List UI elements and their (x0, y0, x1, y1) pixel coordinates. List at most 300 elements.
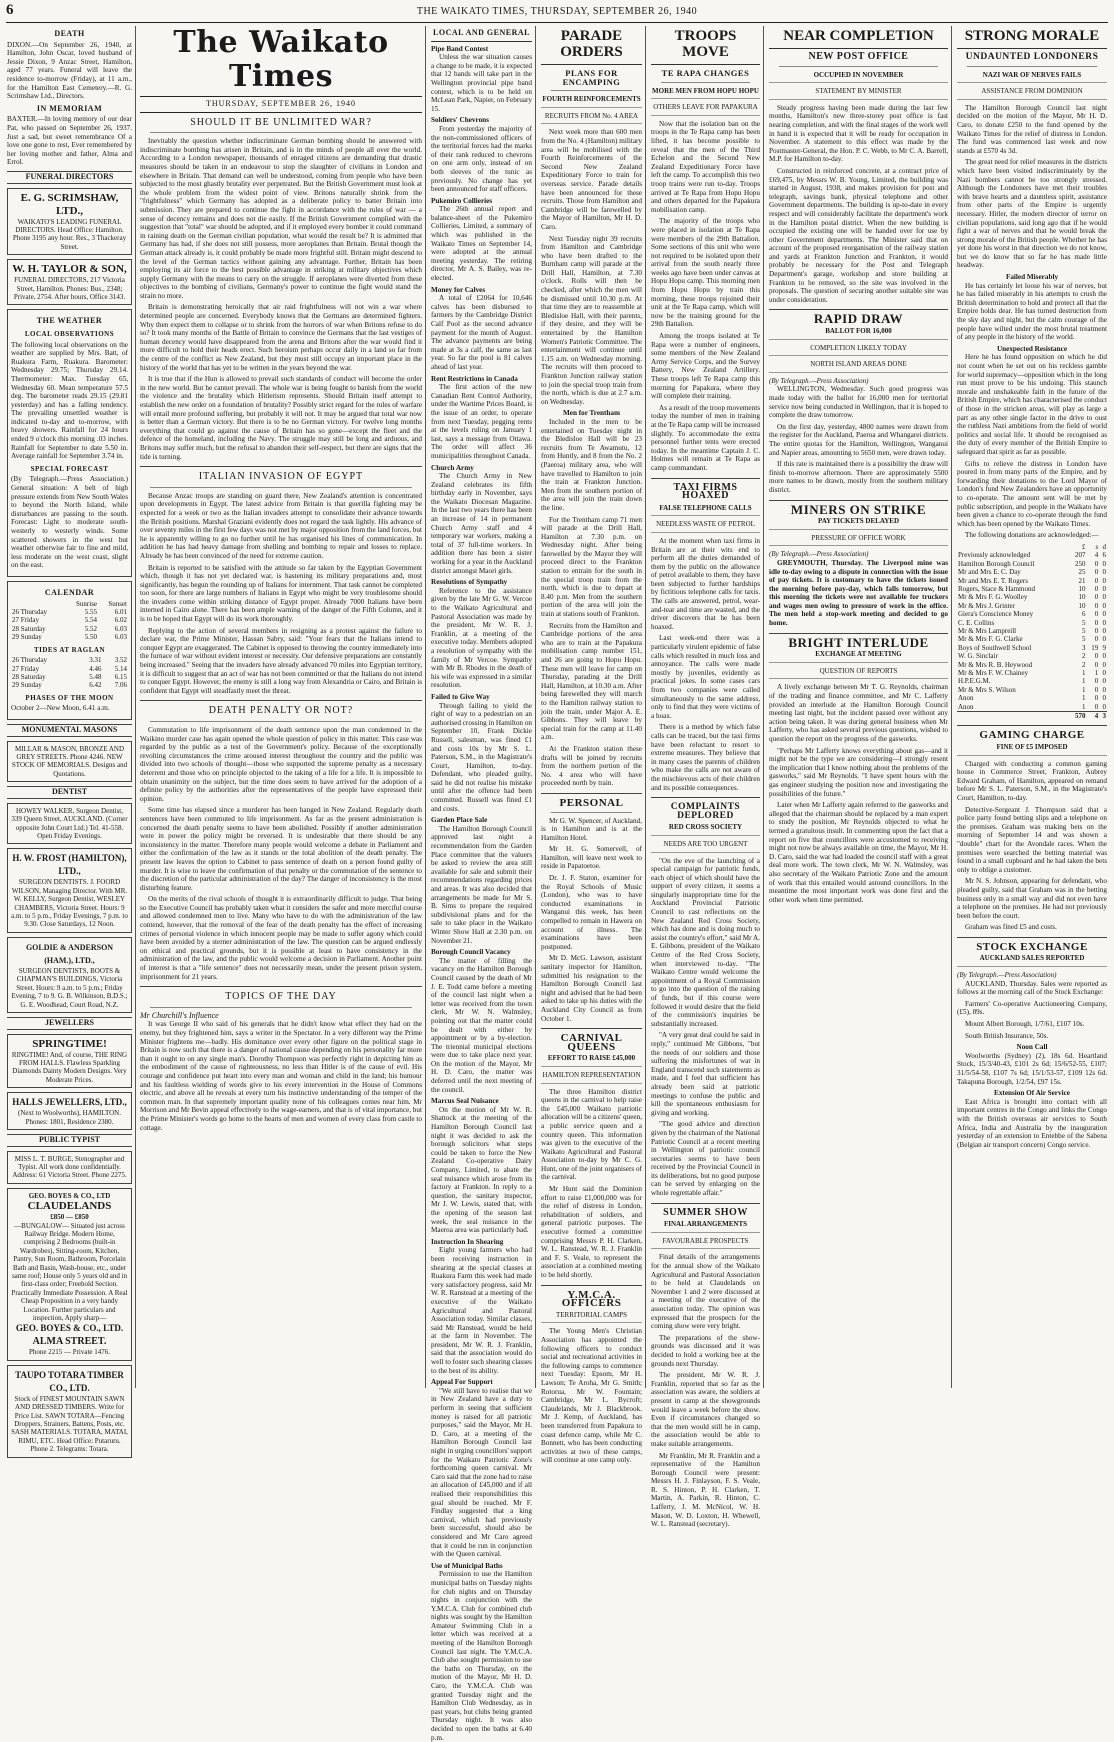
text-block: 10 (1078, 601, 1086, 610)
text-block: Hamilton Borough Council (958, 559, 1035, 568)
text-block: 10 (1078, 584, 1086, 593)
monumental-ad: MILLAR & MASON, BRONZE AND GREY STREETS. Phone 4246. NEW STOCK OF MEMORIALS. Designs and Quotations. (7, 741, 132, 783)
text-block: Failed to Give Way (431, 692, 490, 701)
headline-bright-interlude: BRIGHT INTERLUDE (788, 634, 929, 650)
text-block: 2 (1081, 660, 1086, 669)
headline-parade-orders: PARADE ORDERS (541, 28, 642, 65)
text-block: 1 (1081, 677, 1086, 686)
headline-carnival-queens: CARNIVAL QUEENS (560, 1032, 623, 1053)
editorial-paragraph: It is true that if the Hun is allowed to prevail such standards of conduct will become the order in the new world. But he cannot prevail. The whole war is being fought to banish from the world the violence and the brutality which Hitlerism represents. Should Britain itself attempt to establish the new order on a foundation of brutality? Possibly strict regard for the rules of warfare will entail more profound suffering, but probably it will not. It may be argued that total war now is better than a German victory. But there is to be no German victory. For twelve long months everything that could go against the cause of Britain has so gone—except the fleet and the defence of the homeland, including the Navy. The struggle may still be long and arduous, and Britons may suffer much, but the refusal to abandon their self-respect, but there are signs that the tide is turning. (140, 375, 422, 461)
text-block: Sunset (108, 599, 127, 608)
text-block: Phone 2215 — Private 1476. (28, 1348, 111, 1357)
text-block: 5.14 (114, 664, 127, 673)
text-block: 0 (1094, 626, 1099, 635)
text-block: 3 (1102, 712, 1106, 720)
divider (150, 487, 412, 488)
dentist-ad-walker: HOWEY WALKER, Surgeon Dentist, 339 Queen Street, AUCKLAND. (Corner opposite John Court Ltd.) Tel. 41-558. Open Friday Evenings. (7, 803, 132, 845)
news-item: On the motion of Mr W. R. Shattock at the meeting of the Hamilton Borough Council last night it was decided to ask the borough solicitors what steps could be taken to force the New Zealand Co-operative Dairy Company, Limited, to abate the seal nuisance which arose from its factory at Frankton. In reply to a question, the sanitary inspector, Mr J. W. Lewis, stated that, with the opening of the season last week, the seal nuisance in the Maeroa area was particularly bad. (431, 1105, 532, 1235)
forecast-text: (By Telegraph.—Press Association.) General situation: A belt of high pressure extends from New South Wales to beyond the North Island, while disturbances are passing to the south. Forecast: Light to moderate south-westerly to westerly winds. Some scattered showers in the west but weather otherwise fair to fine and mild, less moderate on the west coast, slight on the east. (11, 475, 128, 570)
text-block: 0 (1102, 685, 1106, 694)
text-block: 0 (1102, 660, 1106, 669)
jeweller-ad-springtime (7, 1034, 132, 1089)
text-block: (By Telegraph.—Press Association) (957, 971, 1057, 980)
text-block: MORE MEN FROM HOPU HOPU (651, 87, 760, 100)
text-block: 7.06 (114, 681, 127, 690)
text-block: Mr H. G. Somervell, of Hamilton, will leave next week to reside in Papatoetoe. (541, 845, 642, 871)
table-row (957, 661, 1107, 669)
text-block: Detective-Sergeant J. Thompson said that a police party found betting slips and a telephone on the premises. Graham was making bets on the morning of September 14 and was shown a "double" chart for the Avondale races. When the premises were searched the betting material was found in a small cupboard and he had taken the bets only to oblige a customer. (957, 805, 1107, 874)
text-block: 0 (1094, 568, 1099, 577)
table-row (957, 551, 1107, 559)
text-block: TAUPO TOTARA TIMBER CO., LTD. (15, 1369, 124, 1393)
headline-complaints: COMPLAINTS DEPLORED (670, 802, 741, 821)
text-block: FALSE TELEPHONE CALLS (651, 504, 760, 517)
text-block: 1 (1094, 668, 1099, 677)
text-block: "A very great deal could be said in reply," continued Mr Gibbons, "but the needs of our soldiers and those suffering the misfortunes of war in England transcend such statements as made, and I feel that sufficient has already been said at patriotic meetings to confuse the public and kill the spontaneous enthusiasm for giving and working. (651, 1031, 760, 1117)
text-block: 0 (1094, 702, 1099, 711)
text-block: Resolutions of Sympathy (431, 578, 508, 587)
editorial-paragraph: Replying to the action of several members in resigning as a protest against the failure to declare war, the Prime Minister, Hassan Sabry, said: "Your fears that the Italians intend to conquer Egypt are exaggerated. The Cabinet is opposed to throwing the country immediately into the furnace of war without evident interest or necessity. Our defensive preparations are constantly being increased." Seeing that the invaders have already advanced 70 miles into Egyptian territory, it is difficult to suggest that an act of war has not been committed or that the Italians do not intend to conquer Egypt. However, the enemy is still a long way from Alexandria or Cairo, and Britain is confident that Egypt will steadfastly meet the threat. (140, 626, 422, 695)
table-row (957, 694, 1107, 702)
text-block: SURGEON DENTISTS. J. FOORD WILSON, Managing Director. With MR. W. KELLY, Surgeon Dentist, WESLEY CHAMBERS, Victoria Street. Hours: 9 a.m. to 5 p.m., Friday Evenings, 7 p.m. to 9.30. Close Saturdays, 12 Noon. (11, 878, 128, 929)
text-block: EXCHANGE AT MEETING (769, 650, 948, 663)
text-block: Farmers' Co-operative Auctioneering Company, (£5), 89s. (957, 999, 1107, 1017)
table-row (11, 681, 128, 689)
text-block: 6.01 (114, 607, 127, 616)
text-block: The majority of the troops who were placed in isolation at Te Rapa were members of the 29th Battalion. Some sections of this unit who were not required to be isolated upon their arrival from the south nearly three weeks ago have been under canvas at Hopu Hopu camp. This morning men from Hopu Hopu by train this morning, these troops rejoined their unit at the Te Rapa camp, which will now be the training ground for the 29th Battalion. (651, 217, 760, 329)
text-block: Charged with conducting a common gaming house in Commerce Street, Frankton, Aubrey Edward Graham, of Hamilton, appeared on remand before Mr S. L. Paterson, S.M., in the Magistrate's Court, Hamilton, to-day. (957, 759, 1107, 802)
divider (651, 797, 760, 798)
news-item: Eight young farmers who had been receiving instruction in shearing at the special classes at Ruakura Farm this week had made very satisfactory progress, said Mr W. R. Ranstead at a meeting of the executive of the Waikato Agricultural and Pastoral Association today. Similar classes, said Mr Ranstead, would be held at the farm in November. The president, Mr W. R. J. Franklin, said that the association would do well to foster such shearing classes to the best of its ability. (431, 1246, 532, 1375)
divider (769, 309, 948, 310)
text-block: WELLINGTON, Wednesday. Such good progress was made today with the ballot for 16,000 men for territorial service now being conducted in Wellington, that it is hoped to complete the draw tomorrow. (769, 385, 948, 420)
table-row (957, 610, 1107, 618)
text-block: 207 (1074, 551, 1086, 560)
text-block: W. H. TAYLOR & SON, (12, 263, 127, 276)
moon-text: October 2—New Moon, 6.41 a.m. (11, 704, 110, 713)
table-row (957, 669, 1107, 677)
editorial-paragraph: Because Anzac troops are standing on guard there, New Zealand's attention is concentrated upon developments in Egypt. The latest advice from Britain is that guerilla fighting may be expected for a week or two as the Italian invaders attempt to consolidate their advance towards the British positions. Marshal Graziani evidently does not regard the task lightly. His advance of over seventy miles in the first few days was not met by major opposition from the land forces, but he is apparently willing to go no further until he has organised his lines of communication. In addition he has had heavy damage from shelling and bombing to repair and losses to replace. Already he has been convinced of the need for extreme caution. (140, 491, 422, 560)
text-block: NEW POST OFFICE (808, 51, 909, 62)
text-block: At the moment when taxi firms in Britain are at their wits end to perform all the duties demanded of them by the public on the allowance of petrol available to them, they have been subjected to further hardships by fictitious telephone calls for taxis. The calls are answered, petrol, wear-and-tear and time are wasted, and the driver discovers that he has been hoaxed. (651, 536, 760, 631)
text-block: 5 (1081, 626, 1086, 635)
text-block: JEWELLERS (7, 1017, 132, 1030)
divider (957, 937, 1107, 938)
divider (779, 66, 938, 67)
text-block: Garden Place Sale (431, 816, 488, 825)
column-editorial (137, 26, 426, 1388)
text-block: FINE OF £5 IMPOSED (957, 743, 1107, 756)
text-block: 570 (1074, 712, 1086, 720)
divider (150, 721, 412, 722)
headline-near-completion: NEAR COMPLETION (769, 28, 948, 49)
text-block: 0 (1102, 559, 1106, 568)
text-block: OCCUPIED IN NOVEMBER (769, 71, 948, 84)
text-block: 0 (1102, 610, 1106, 619)
news-item: "We still have to realise that we in New Zealand have a duty to perform in seeing that sufficient money is raised for all patriotic purposes," said the Mayor, Mr H. D. Caro, at a meeting of the Hamilton Borough Council last night in urging councillors' support for the Waikato Patriotic Zone's forthcoming queen carnival. Mr Caro said that the zone had to raise an allocation of £45,000 and if all realised their responsibilities this goal should be reached. Mr F. Findlay suggested that a king carnival, which had previously been successful, should also be considered and Mr Caro agreed that it could be run in conjunction with the Queen carnival. (431, 1386, 532, 1559)
text-block: 5.52 (84, 624, 98, 633)
text-block: PRESSURE OF OFFICE WORK (769, 534, 948, 547)
text-block: 19 (1091, 643, 1099, 652)
text-block: Use of Municipal Baths (431, 1561, 503, 1570)
text-block: The Hamilton Borough Council last night decided on the motion of the Mayor, Mr H. D. Caro, to donate £250 to the fund opened by the Waikato Times for the relief of distress in London. The fund was commenced last week and now stands at £570 4s 3d. (957, 103, 1107, 155)
text-block: Church Army (431, 463, 474, 472)
text-block: 28 Saturday (12, 673, 46, 681)
table-row (957, 593, 1107, 601)
text-block: Mr and Mrs E. T. Rogers (958, 576, 1028, 585)
text-block: Pukemiro Collieries (431, 196, 493, 205)
table-row (11, 633, 128, 641)
headline-taxi-firms: TAXI FIRMS HOAXED (673, 481, 738, 502)
divider (541, 1028, 642, 1029)
table-row (957, 644, 1107, 652)
text-block: Previously acknowledged (958, 551, 1031, 560)
text-block: 0 (1102, 668, 1106, 677)
text-block: 6 (1081, 610, 1086, 619)
text-block: FOURTH REINFORCEMENTS (541, 95, 642, 108)
text-block: Mr & Mrs S. Wilson (958, 685, 1016, 694)
page-header (6, 4, 1108, 23)
text-block: Anon (958, 694, 974, 703)
text-block: EFFORT TO RAISE £45,000 (541, 1054, 642, 1067)
divider (651, 1203, 760, 1204)
column-local-general (428, 26, 536, 1742)
text-block: 0 (1094, 635, 1099, 644)
headline-ymca: Y.M.C.A. OFFICERS (561, 1288, 622, 1310)
table-row (11, 625, 128, 633)
text-block: The president, Mr W. R. J. Franklin, reported that so far as the association was aware, the soldiers at present in camp at the showgrounds would leave a week before the show. Even if circumstances changed so that the men would still be in camp, the association would be able to make suitable arrangements. (651, 1371, 760, 1448)
text-block: UNDAUNTED LONDONERS (965, 52, 1099, 62)
text-block: HALLS JEWELLERS, LTD., (12, 1097, 127, 1108)
funeral-heading: FUNERAL DIRECTORS (7, 171, 132, 184)
editorial-paragraph: Britain is demonstrating heroically that air raid frightfulness will not win a war where determined people are concerned. Everybody knows that the Germans are determined fighters. Why then expect them to collapse or to shrink from the horrors of war when Britons refuse to do so? It took many months of the Battle of Britain to convince the Germans that the last vestiges of human decency would have disappeared from the arena and Britons after the war would find it more difficult to hold their heads erect. Such heroism perhaps occur daily in a land so far from the centre of the conflict as New Zealand, but they must still occupy an important place in the history of the world that has yet to be written in the years beyond the war. (140, 303, 422, 372)
text-block: GOLDIE & ANDERSON (HAM.), LTD., (25, 942, 114, 965)
text-block: ALMA STREET. (32, 1336, 107, 1348)
divider (541, 793, 642, 794)
table-row (957, 703, 1107, 712)
text-block: SURGEON DENTISTS, BOOTS & CHAPMAN'S BUILDINGS, Victoria Street. Hours: 9 a.m. to 5 p.m.; Friday Evening, 7 to 9. G. B. Wilkinson, B.D.S.; G. E. Woodhead, Court Road, N.Z. (11, 966, 128, 1009)
news-item: Unless the war situation causes a change to be made, it is expected that 12 bands will take part in the Wellington provincial pipe band contest, which is to be held on McLean Park, Napier, on February 15. (431, 53, 532, 113)
memoriam-notice: BAXTER.—In loving memory of our dear Pat, who passed on September 26, 1937. Just a sad, but sweet remembrance Of a love one gone to rest, Ever remembered by her loving mother and father, Alma and Errol. (7, 115, 132, 167)
calendar-table (11, 600, 128, 642)
text-block: SPRINGTIME! (32, 1037, 107, 1050)
text-block: PUBLIC TYPIST (7, 1134, 132, 1147)
text-block: NEEDLESS WASTE OF PETROL (651, 520, 760, 533)
newspaper-masthead: The Waikato Times (140, 26, 422, 97)
text-block: 0 (1102, 626, 1106, 635)
text-block: 5.54 (84, 616, 98, 625)
table-row (957, 602, 1107, 610)
divider (150, 132, 412, 133)
text-block: 5.55 (84, 607, 98, 616)
column-near-completion (766, 26, 952, 1388)
table-row (957, 635, 1107, 643)
jeweller-ad-halls (7, 1092, 132, 1130)
text-block: Later when Mr Lafferty again referred to the gasworks and alleged that the chairman should be replaced by a man expert to study the position, Mr Reynolds objected to what he termed a gratuitous insult. In commenting upon the fact that a report on five that councillors were accustomed to receiving might not now be always available on time, the Mayor, Mr H. D. Caro, said the war had loaded the council staff with a great deal more work. The town clerk, Mr W. N. Walmsley, was also secretary of the Waikato Patriotic Zone and the amount of work that this entailed would astound councillors. In the meantime the most important work was done first and the other work when time permitted. (769, 801, 948, 904)
boyes-property-ad (7, 1188, 132, 1361)
text-block: RED CROSS SOCIETY (651, 823, 760, 836)
text-block: 0 (1102, 618, 1106, 627)
editorial-title-egypt: ITALIAN INVASION OF EGYPT (198, 471, 364, 483)
editorial-paragraph: Commutation to life imprisonment of the death sentence upon the man condemned in the Waikino murder case has again opened the whole question of policy in this matter. This case was regarded by the public as a test of the Government's policy. Because of the exceptionally revolting circumstances the crime aroused interest throughout the country and the public was divided into two schools of thought—those who supported the supreme penalty as a necessary deterrent and those who on principle objected to the taking of a life for a life. It is impossible to obtain unanimity on the subject, but the time does seem to have arrived for the adoption of a definite policy by the authorities after the representatives of the people have expressed their opinion. (140, 726, 422, 803)
column-parade-orders (538, 26, 646, 1465)
text-block: Failed Miserably (1005, 273, 1059, 282)
text-block: Money for Calves (431, 285, 486, 294)
table-row (957, 652, 1107, 660)
text-block: Mr Franklin, Mr R. Franklin and a representative of the Hamilton Borough Council were present: Messrs H. J. Finlayson, F. S. Veale, R. S. Hinton, P. H. Clarken, T. Martin, A. Parkin, R. Hinton, C. Lafferty, J. M. McNicol, W. H. Mason, W. D. Loxton, H. Whewell, W. L. Ranstead (secretary). (651, 1451, 760, 1529)
text-block: 21 (1078, 576, 1086, 585)
weather-box (7, 309, 132, 577)
text-block: (By Telegraph.—Press Association) (769, 376, 869, 385)
text-block: If this rate is maintained there is a possibility the draw will finish to-morrow afternoon. There are approximately 5500 more names to be drawn, mostly from the southern military district. (769, 460, 948, 494)
text-block: A lively exchange between Mr T. G. Reynolds, chairman of the trading and finance committee, and Mr C. Lafferty provided an interlude at the Hamilton Borough Council meeting last night, but the incident passed over without any action being taken. It was during general business when Mr Lafferty, who has asked several previous questions, wished to question the report on the progress of the gasworks. (769, 683, 948, 743)
text-block: Mr D. McG. Lawson, assistant sanitary inspector for Hamilton, submitted his resignation to the Hamilton Borough Council last night and advised that he had been asked to take up his duties with the Auckland City Council as from October 1. (541, 954, 642, 1023)
text-block: The following donations are acknowledged:— (965, 531, 1099, 540)
text-block: CALENDAR (44, 587, 95, 597)
editorial-paragraph: On the merits of the rival schools of thought it is extraordinarily difficult to judge. That being so the Executive Council has probably taken what it considers the safer and more merciful course and allowed condemned men to live. Many who have to do with the administration of the law contend, however, that the removal of the fear of the death penalty has the effect of increasing crimes of personal violence in which innocent people may be made to suffer agony which could have been avoided by a sterner administration of the law. The question can be argued endlessly on ethical and practical grounds, but it is possible at least to have consistency in the administration of the law, and the public would welcome a decision in Parliament. Another point of interest is that a "life sentence" does not necessarily mean, under the present prison system, imprisonment for 21 years. (140, 895, 422, 981)
topics-subheading: Mr Churchill's Influence (140, 1010, 219, 1020)
text-block: Mr & Mrs F. G. Clarke (958, 635, 1023, 644)
headline-stock-exchange: STOCK EXCHANGE (976, 940, 1088, 953)
text-block: There is a method by which false calls can be traced, but the taxi firms have been reluctant to resort to extreme measures. They believe that in many cases the parents of children who make the calls are not aware of the mischievous acts of their children and its possible consequences. (651, 723, 760, 792)
text-block: 0 (1102, 601, 1106, 610)
text-block: PAY TICKETS DELAYED (769, 517, 948, 530)
text-block: STATEMENT BY MINISTER (769, 87, 948, 100)
text-block: 0 (1094, 610, 1099, 619)
text-block: W. G. Sinclair (958, 652, 998, 661)
text-block: 0 (1102, 576, 1106, 585)
text-block: "Perhaps Mr Lafferty knows everything about gas—and it might not be the type we are considering—I strongly resent the implication that I know nothing about the problems of the gasworks," said Mr Reynolds. "I have spent hours with the gas engineer studying the position now and investigating the possibilities of the future." (769, 746, 948, 798)
text-block: 0 (1094, 660, 1099, 669)
text-block: —BUNGALOW— Situated just across Railway Bridge. Modern Home, comprising 2 Bedrooms (built-in Wardrobes), Sitting-room, Kitchen, Pantry, Sun Room, Bathroom, Porcelain Bath and Basin, Wash-house, etc., under same roof; House only 5 years old and in first-class order; Freehold Section. Practically Immediate Possession. A Real Cheap Proposition in a very handy Location. Further particulars and inspection, Apply sharp— (11, 1221, 128, 1323)
table-row (11, 608, 128, 616)
text-block: TERRITORIAL CAMPS (541, 1311, 642, 1324)
text-block: 0 (1102, 677, 1106, 686)
text-block: NEEDS ARE TOO URGENT (651, 840, 760, 853)
text-block: On the first day, yesterday, 4800 names were drawn from the register for the Auckland, Paeroa and Whangarei districts. The entire quotas for the Hamilton, Wellington, Wanganui and Napier areas, amounting to 5650 men, were drawn today. (769, 422, 948, 457)
table-row (957, 585, 1107, 593)
news-item: From yesterday the majority of the non-commissioned officers of the territorial forces had the marks of their rank reduced to chevrons on one arm only, instead of on both sleeves of the tunic as previously. No change has yet been announced for staff officers. (431, 124, 532, 194)
text-block: Stock of FINEST MOUNTAIN SAWN AND DRESSED TIMBERS. Write for Price List. SAWN TOTARA—Fencing Droppers, Strainers, Battens, Posts, etc. SASH MATERIALS. TOTARA, MATAI, RIMU, ETC. Head Office: Putaruru. Phone 2. Telegrams: Totara. (11, 1394, 128, 1454)
text-block: AUCKLAND, Thursday. Sales were reported as follows at the morning call of the Stock Exchange: (957, 979, 1107, 997)
text-block: PHASES OF THE MOON (25, 693, 114, 702)
editorial-title-unlimited-war: SHOULD IT BE UNLIMITED WAR? (190, 116, 372, 128)
timber-ad (7, 1365, 132, 1458)
text-block: Rent Restrictions in Canada (431, 374, 518, 383)
text-block: COMPLETION LIKELY TODAY (769, 344, 948, 357)
text-block: 3.31 (89, 656, 102, 665)
divider (140, 986, 422, 987)
text-block: Sunrise (76, 599, 98, 608)
calendar-box (7, 581, 132, 720)
text-block: Woolworths (Sydney) (2), 18s 6d. Heartland Stock, 15/3/40-43, £101 2s 6d; 15/6/52-55, £107; 31/5/54-58, £107 7s 6d; 15/1/53-57, £109 12s 6d. Takapuna Borough, 1/2/54, £97 15s. (957, 1051, 1107, 1086)
table-row (11, 673, 128, 681)
table-row (957, 568, 1107, 576)
text-block: For the Trentham camp 71 men will parade at the Drill Hall, Hamilton at 7.30 p.m. on Wednesday night. After being farewelled by the Mayor they will proceed direct to the Frankton station to entrain for the south in the special troop train from the north, which is due to depart at 8.40 p.m. Men from the southern portion of the area will join the train at stations south of Frankton. (541, 515, 642, 619)
text-block: 0 (1094, 576, 1099, 585)
text-block: The three Hamilton district queens in the carnival to help raise the £45,000 Waikato patriotic allocation will be a citizens' queen, a public service queen and a country queen. This information was given to the executive of the Waikato Agricultural and Pastoral Association to-day by Mr C. G. Hunt, one of the joint organisers of the carnival. (541, 1087, 642, 1182)
text-block: FINAL ARRANGEMENTS (651, 1220, 760, 1233)
text-block: E. G. SCRIMSHAW, LTD., (20, 191, 119, 217)
text-block: NORTH ISLAND AREAS DONE (769, 360, 948, 373)
text-block: East Africa is brought into contact with all important centres in the Congo and links the Congo with the British overseas air services to South Africa, India and Australia by the inauguration yesterday of an extension to Entebbe of the Sabena (Belgian air transport concern) Congo service. (957, 1097, 1107, 1149)
text-block: 0 (1102, 702, 1106, 711)
text-block: Recruits from the Hamilton and Cambridge portions of the area who are to train at the Papakura mobilisation camp number 151, and 26 are going to Hopu Hopu. These men will leave for camp on Thursday, parading at the Drill Hall, Hamilton, at 10.30 a.m. After being farewelled they will march to the Hamilton railway station to join the train, under Major A. E. Gibbons. They will leave by special train for the camp at 11.40 a.m. (541, 621, 642, 742)
donations-total (957, 712, 1107, 721)
text-block: Graham was fined £5 and costs. (965, 923, 1057, 932)
headline-troops-move: TROOPS MOVE (651, 28, 760, 65)
text-block: 2 (1081, 652, 1086, 661)
text-block: 0 (1094, 694, 1099, 703)
divider (967, 66, 1097, 67)
page-number: 6 (6, 2, 14, 18)
text-block: 5 (1081, 618, 1086, 627)
text-block (957, 712, 1069, 721)
typist-ad: MISS L. T. BURGE, Stenographer and Typist. All work done confidentially. Address: 61 Victoria Street. Phone 2275. (7, 1151, 132, 1184)
text-block: "On the eve of the launching of a special campaign for patriotic funds, each object of which should have the support of every citizen, it seems a singularly inappropriate time for the Auckland Provincial Patriotic Council to cast reflections on the New Zealand Red Cross Society, which has done and is doing much to assist the country's effort," said Mr A. E. Gibbons, president of the Waikato Centre of the Red Cross Society, when interviewed to-day. "The Waikato Centre would welcome the appointment of a Royal Commission to go into the question of the raising of funds, but if this course were followed it would desire that the field of the commission's inquiries be substantially increased. (651, 856, 760, 1028)
text-block: Mount Albert Borough, 1/7/61, £107 10s. (965, 1020, 1085, 1029)
news-item: The matter of filling the vacancy on the Hamilton Borough Council caused by the death of Mr J. E. Todd came before a meeting of the council last night when a letter was received from the town clerk, Mr W. N. Walmsley, pointing out that the matter could be dealt with either by appointment or by a by-election. The triennial municipal elections were due to take place next year. On the motion of the Mayor, Mr H. D. Caro, the matter was deferred until the next meeting of the council. (431, 956, 532, 1094)
text-block: Mr & Mrs F. W. Chainey (958, 668, 1029, 677)
text-block: 0 (1094, 593, 1099, 602)
divider (551, 812, 632, 813)
table-row (957, 686, 1107, 694)
text-block: The Young Men's Christian Association has appointed the following officers to conduct social and recreational activities in the following camps to commence next Tuesday: Epsom, Mr H. Lawson; Te Aroha, Mr G. Smith; Rotorua, Mr W. Fountain; Cambridge, Mr L. Bycroft; Claudelands, Mr J. Blackbrook. Mr J. Kemp, of Auckland, has been transferred from Papakura to coast defence camp, while Mr C. Bonnett, who has been conducting activities at two of these camps, will continue at one camp only. (541, 1327, 642, 1465)
topics-title: TOPICS OF THE DAY (225, 991, 337, 1003)
text-block: GEO. BOYES & CO., LTD (28, 1191, 111, 1200)
text-block: 0 (1094, 652, 1099, 661)
text-block: H. W. FROST (HAMILTON), LTD., (12, 853, 127, 877)
text-block: Boys of Southwell School (958, 643, 1032, 652)
donations-table (957, 543, 1107, 721)
text-block: 1 (1081, 685, 1086, 694)
column-troops-move (648, 26, 764, 1529)
table-row (11, 616, 128, 624)
text-block: ASSISTANCE FROM DOMINION (957, 87, 1107, 100)
text-block: 26 Thursday (12, 656, 48, 665)
text-block: 1 (1081, 694, 1086, 703)
headline-personal: PERSONAL (559, 796, 624, 809)
text-block: 6.03 (114, 633, 127, 642)
weather-text: The following local observations on the weather are supplied by Mrs. Batt, of Ruakura Farm, Ruakura. Barometer: Wednesday 29.75; Thursday 29.14. Thermometer: Max. Tuesday 65, Wednesday 60. Mean temperature 57.5 deg. The barometer reads 29.15 (29.81 yesterday) and has a falling tendency. The prevailing unsettled weather is indicated to-day and to-morrow, with heavy showers. Rainfall for 24 hours ended 9 o'clock this morning .03 inches. Rainfall for September to date 5.50 in. Average rainfall for September 3.74 in. (11, 340, 128, 461)
text-block: Extension Of Air Service (994, 1089, 1070, 1098)
text-block: s (1095, 542, 1099, 551)
news-item: The Hamilton Borough Council approved last night a recommendation from the Garden Place committee that the valuers be asked to review the area still available for sale and submit their recommendations regarding prices and areas. It was also decided that arrangements be made for Mr S. B. Sims to prepare the required subdivisional plans and for the sale to take place in the Waikato Winter Show Hall at 2.30 p.m. on November 21. (431, 824, 532, 945)
divider (651, 478, 760, 479)
column-strong-morale (954, 26, 1110, 1388)
text-block: DENTIST (7, 786, 132, 799)
text-block: H.P.E.G.M. (958, 677, 991, 686)
text-block: Pipe Band Contest (431, 44, 489, 53)
text-block: Mr G. W. Spencer, of Auckland, is in Hamilton and is at the Hamilton Hotel. (541, 816, 642, 842)
text-block: Final details of the arrangements for the annual show of the Waikato Agricultural and Pastoral Association to be held at Claudelands on November 1 and 2 were discussed at a meeting of the executive of the association today. The opinion was expressed that the prospects for the coming show were very bright. (651, 1253, 760, 1331)
text-block: 0 (1102, 694, 1106, 703)
headline-summer-show: SUMMER SHOW (663, 1206, 748, 1218)
text-block: Included in the men to be entertained on Tuesday night in the Bledisloe Hall will be 23 recruits from Te Awamutu, 12 from Huntly, and 8 from the No. 2 (Paeroa) military area, who will have travelled to Hamilton to join the train at Frankton Junction. Men from the southern portion of the area will join the train down the line. (541, 417, 642, 512)
text-block: OTHERS LEAVE FOR PAPAKURA (651, 103, 760, 116)
divider (541, 1285, 642, 1286)
table-row (957, 560, 1107, 568)
divider (150, 1007, 412, 1008)
text-block: "The good advice and direction given by the chairman of the National Patriotic Council at a recent meeting in Wellington of patriotic council secretaries seems to have been received by the Provincial Council in its deliberations, but no good purpose can be served by enlarging on the whole regrettable affair." (651, 1120, 760, 1198)
text-block: (By Telegraph.—Press Association) (769, 550, 869, 559)
text-block: MONUMENTAL MASONS (7, 724, 132, 737)
divider (551, 90, 632, 91)
divider (769, 500, 948, 501)
editorial-title-death-penalty: DEATH PENALTY OR NOT? (208, 705, 354, 717)
editorial-dateline: THURSDAY, SEPTEMBER 26, 1940 (140, 100, 422, 113)
text-block: At the Frankton station these drafts will be joined by recruits from the northern portion of the No. 4 area who will have proceeded north by train. (541, 744, 642, 788)
text-block: GREYMOUTH, Thursday. The Liverpool mine was idle to-day owing to a dispute in connection with the issue of pay tickets. It is customary to have the tickets issued the morning before pay-day, which falls tomorrow, but this morning the tickets were not available for truckers and wages men owing to pressure of work in the office. The men held a stop-work meeting and decided to go home. (769, 558, 948, 628)
text-block: 10 (1078, 593, 1086, 602)
text-block: 6 (1102, 551, 1106, 560)
divider (140, 700, 422, 701)
headline-miners-strike: MINERS ON STRIKE (790, 501, 927, 517)
news-item: The Church Army in New Zealand celebrates its fifth birthday early in November, says the Waikato Diocesan Magazine. In the last two years there has been an increase of 14 in permanent Church Army staff and 4 temporary war workers, making a total of 37 full-time workers. In addition there has been a sister working for a year in the Auckland district amongst Maori girls. (431, 472, 532, 575)
text-block: 0 (1102, 635, 1106, 644)
text-block: 0 (1102, 568, 1106, 577)
divider (769, 633, 948, 634)
text-block: TE RAPA CHANGES (661, 68, 750, 78)
text-block: Mr & Mrs J. Grinter (958, 601, 1015, 610)
divider (957, 725, 1107, 726)
text-block: 5.50 (84, 633, 98, 642)
death-heading: DEATH (54, 29, 85, 38)
text-block: 26 Thursday (12, 607, 48, 616)
text-block: 4 (1094, 551, 1099, 560)
text-block (11, 600, 65, 608)
headline-gaming-charge: GAMING CHARGE (979, 729, 1085, 742)
text-block: Mr Hunt said the Dominion effort to raise £1,000,000 was for the relief of distress in London, rehabilitation of soldiers, and general patriotic purposes. The executive formed a committee comprising Messrs P. H. Clarken, W. L. Ranstead, W. R. J. Franklin and F. S. Veale, to represent the association at a combined meeting to be held shortly. (541, 1185, 642, 1279)
text-block: Instruction In Shearing (431, 1237, 504, 1246)
text-block (957, 543, 1069, 551)
text-block: Mr & Mrs R. B. Heywood (958, 660, 1033, 669)
text-block: GEO. BOYES & CO., LTD. (15, 1323, 124, 1334)
editorial-paragraph: Inevitably the question whether indiscriminate German bombing should be answered with indiscriminate bombing has arisen in Britain, and is in the minds of people all over the world. According to a London newspaper, thousands of enraged citizens are demanding that drastic measures should be taken in an endeavour to stop the slaughter of civilians in London and elsewhere in Britain. That demand can well be understood, coming from people who have been subjected to the most ghastly brutality ever perpetrated. But the British Government must look at the whole problem from the widest point of view. Britons naturally shrink from the "frightfulness" which Germany has adopted as a deliberate policy to batter Britain into submission. They are prepared to continue the fight in accordance with the rules of war — a sense of decency remains and does not die easily. If the British Government complied with the suggestion that "total" war should be adopted, and if it employed every bomber it could command in raining death on the German civilian population, what would the result be? It is admitted that Germany has had, if she does not still possess, more aeroplanes than Britain. Brutal though the German attack already is, it could probably be made more frightful still. Britain might descend to the level of the German tactics without gaining any advantage. Further, Britain has been employing its air force to the best possible advantage in striking at military objectives which supply Germany with the means to carry on the struggle. If aeroplanes were diverted from these objectives to the bombing of civilians, Germany's power to continue the fight would stand the strain no more. (140, 137, 422, 300)
news-item: Permission to use the Hamilton municipal baths on Tuesday nights for club nights and on Thursday nights in conjunction with the Y.M.C.A. Club for combined club nights was sought by the Hamilton Amateur Swimming Club in a letter which was received at a meeting of the Hamilton Borough Council last night. The Y.M.C.A. Club also sought permission to use the baths on Thursday, on the motion of the Mayor, Mr H. D. Caro, the Y.M.C.A. Club was granted Tuesday night and the Hamilton Club Wednesday, as in past years, but clubs being granted Thursday night. It was also decided to open the baths at 6.40 p.m. (431, 1570, 532, 1742)
news-item: The 26th annual report and balance-sheet of the Pukemiro Collieries, Limited, a summary of which was published in the Waikato Times on September 14, were adopted at the annual meeting yesterday. The retiring director, Mr A. S. Bailey, was re-elected. (431, 205, 532, 283)
text-block: Here he has found opposition on which he did not count when he set out on his reckless gamble for world supremacy—opposition which in the long run must prove to be his undoing. This staunch morale and unshakeable faith in the future of the British Empire, which has characterised the conduct of those in the stricken areas, will play as large a part as any other single factor in the drive to oust the ruthless Nazi ambitions from the field of world politics and social life. It should be recognised as the duty of every member of the British Empire to safeguard that spirit as far as possible. (957, 353, 1107, 456)
text-block: Dr. J. F. Staton, examiner for the Royal Schools of Music (London), who was to have conducted examinations in Wanganui this week, has been compelled to remain in Hawera on account of illness. The examinations have been postponed. (541, 874, 642, 951)
text-block: TIDES AT RAGLAN (33, 645, 106, 654)
text-block: Now that the isolation ban on the troops in the Te Rapa camp has been lifted, it has become possible to reveal that the men of the Third Echelon and the Second New Zealand Expeditionary Force have left the camp. To accomplish this two troop trains were run to-day. Troops arrived at Te Rapa from Hopu Hopu and others departed for the Papakura mobilisation camp. (651, 119, 760, 214)
topics-paragraph: It was George II who said of his generals that he didn't know what effect they had on the enemy, but they frightened him, says a writer in the Spectator. In a very different way the Prime Minister frightens me—badly. His dominance over every other figure on the political stage in Britain is now such that there is a danger of national cause depending on his personality far more than it ought to on any single man's. Dorothy Thompson was perfectly right in depicting him as the embodiment of the cause of righteousness, no less than Hitler is of the cause of evil. His courage and confidence put heart into every man and woman and child in the land; his humour and his faultless wielding of words give to his every intervention in the House of Commons electric, and above all he reveals at every turn his instinctive understanding of the temper of the common man. In that supremely important quality none of his colleagues comes near him. Mr Morrison and Mr Bevin appeal effectively to the wage-earners, and that is of vital importance, but the Prime Minister's words go home to the hearts of men and women of every class from castle to cottage. (140, 1020, 422, 1132)
memoriam-heading: IN MEMORIAM (36, 103, 103, 113)
text-block: (Next to Woolworths), HAMILTON. Phones: 1801, Residence 2380. (18, 1109, 121, 1126)
text-block: Anon (958, 702, 974, 711)
table-row (11, 656, 128, 664)
text-block: 0 (1094, 584, 1099, 593)
text-block: 1 (1081, 668, 1086, 677)
text-block: £850 — £850 (50, 1213, 89, 1222)
text-block: FAVOURABLE PROSPECTS (651, 1237, 760, 1250)
text-block: 27 Friday (12, 664, 40, 673)
text-block: 6.02 (114, 616, 127, 625)
editorial-paragraph: Some time has elapsed since a murderer has been hanged in New Zealand. Regularly death sentences have been commuted to life imprisonment. As far as the present administration is concerned the death penalty seems to have been abolished. Possibly if another administration were in power the policy might be reversed. It is undesirable that there should be any inconsistency in the matter. Therefore many people would welcome a debate in Parliament and either the confirmation of the law as it stands or the total abolition of the death penalty. The present law leaves the option to Cabinet to pass sentence of death on a person found guilty of murder. It is wise to leave the confirmation of that penalty or the commutation of the sentence to the discretion of the particular administration of the day? The danger of inconsistency is the most disturbing feature. (140, 806, 422, 892)
text-block: Next Tuesday night 39 recruits from Hamilton and Cambridge who have been drafted to the Burnham camp will parade at the Drill Hall, Hamilton, at 7.30 o'clock. Rolls will then be checked, after which the men will be dismissed until 10.30 p.m. At that time they are to reassemble at Bledisloe Hall, with their parents, if they desire, and they will be entertained by the Hamilton Women's Patriotic Committee. The entertainment will continue until 1.15 a.m. on Wednesday morning. The recruits will then proceed to Frankton Junction railway station to join the special troop train from the north, which is due at 2.7 a.m. on Wednesday. (541, 234, 642, 406)
text-block: Borough Council Vacancy (431, 948, 511, 957)
text-block: SPECIAL FORECAST (30, 464, 109, 473)
text-block: LOCAL OBSERVATIONS (24, 329, 115, 338)
text-block: 0 (1102, 584, 1106, 593)
text-block: The preparations of the show-grounds was discussed and it was decided to hold a working bee at the grounds next Thursday. (651, 1333, 760, 1368)
text-block: 9 (1102, 643, 1106, 652)
page-masthead: THE WAIKATO TIMES, THURSDAY, SEPTEMBER 26, 1940 (416, 6, 698, 17)
text-block: RECRUITS FROM No. 4 AREA (541, 112, 642, 125)
news-item: Reference to the assistance given by the late Mr G. W. Vercoe to the Waikato Agricultural and Pastoral Association was made by the president, Mr W. R. J. Franklin, at a meeting of the executive today. Members adopted a resolution of sympathy with the family of Mr Vercoe. Sympathy with Mr B. Rhodes in the death of his wife was expressed in a similar resolution. (431, 586, 532, 690)
dentist-ad-goldie (7, 937, 132, 1013)
text-block: RINGTIME! And, of course, THE RING FROM HALLS. Flawless Sparkling Diamonds Dainty Modern Designs. Very Moderate Prices. (11, 1050, 128, 1084)
